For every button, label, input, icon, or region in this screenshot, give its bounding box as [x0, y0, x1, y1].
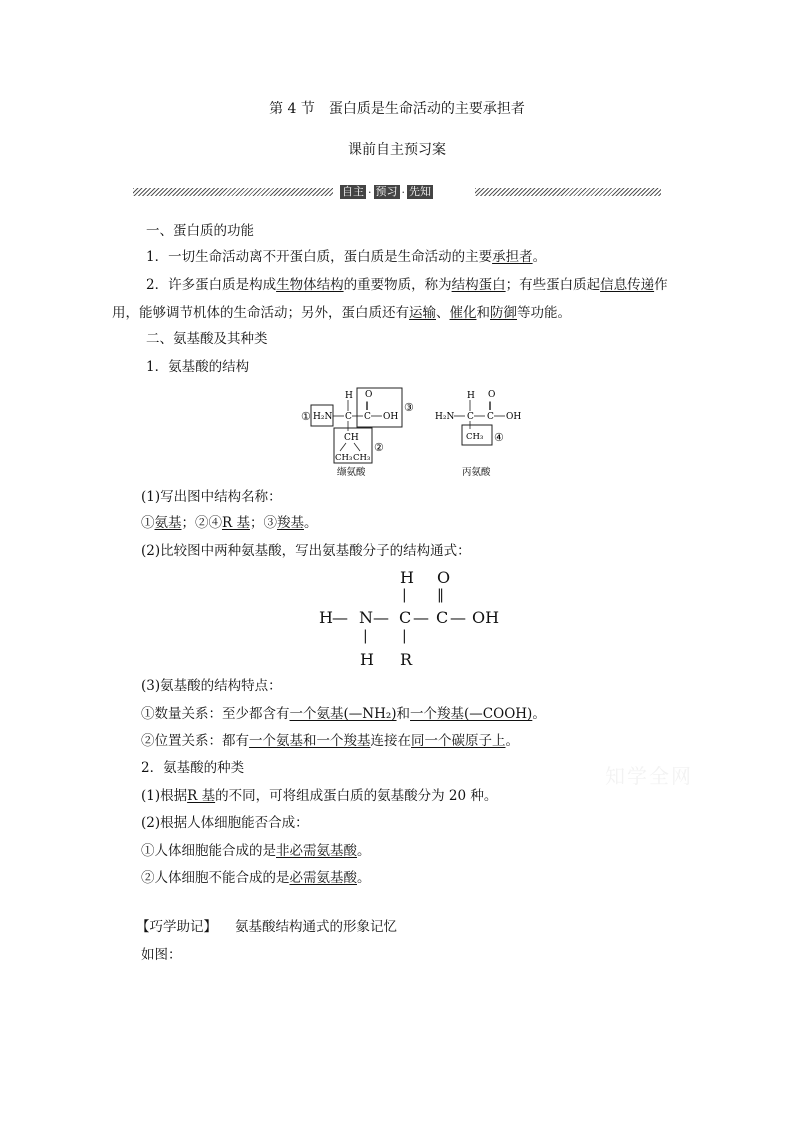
- paragraph-1: 1．一切生命活动离不开蛋白质，蛋白质是生命活动的主要承担者。: [146, 249, 547, 265]
- formula-c2: C: [436, 608, 449, 627]
- tip-label: 【巧学助记】: [136, 919, 217, 935]
- answer-blank: 氨基: [154, 515, 182, 531]
- kinds-2: (2)根据人体细胞能否合成：: [141, 815, 309, 831]
- label-marker-2: ②: [374, 441, 384, 454]
- answer-blank: 承担者: [492, 249, 533, 265]
- paragraph-2-line-1: 2．许多蛋白质是构成生物体结构的重要物质，称为结构蛋白；有些蛋白质起信息传递作: [146, 277, 668, 293]
- question-1: (1)写出图中结构名称：: [141, 489, 282, 505]
- sub-heading-types: 2．氨基酸的种类: [141, 760, 245, 776]
- question-3-position: ②位置关系：都有一个氨基和一个羧基连接在同一个碳原子上。: [141, 733, 519, 749]
- atom-h: H: [467, 391, 475, 401]
- answer-blank: 生物体结构: [276, 277, 344, 293]
- answer-blank: 结构蛋白: [451, 277, 506, 293]
- tip-figure-line: 如图：: [141, 947, 182, 963]
- label-marker-4: ④: [494, 431, 504, 444]
- question-2: (2)比较图中两种氨基酸，写出氨基酸分子的结构通式：: [141, 543, 471, 559]
- bond-double: ‖: [365, 401, 369, 410]
- kinds-1: (1)根据R 基的不同，可将组成蛋白质的氨基酸分为 20 种。: [141, 788, 498, 804]
- atom-ch3: CH₃: [466, 432, 484, 442]
- section-heading-amino-acids: 二、氨基酸及其种类: [146, 331, 268, 347]
- question-1-answer: ①氨基；②④R 基；③羧基。: [141, 515, 318, 531]
- atom-ch3: CH₃: [335, 453, 353, 463]
- answer-blank: 必需氨基酸: [289, 870, 357, 886]
- formula-c1: C: [399, 608, 412, 627]
- formula-n: N: [359, 608, 373, 627]
- answer-blank: 一个羧基(—COOH): [410, 706, 533, 722]
- atom-h: H: [345, 391, 353, 401]
- formula-o-top: O: [437, 568, 451, 587]
- answer-blank: 非必需氨基酸: [276, 843, 357, 859]
- formula-h-top: H: [400, 568, 414, 587]
- formula-r: R: [400, 650, 413, 669]
- kinds-2-1: ①人体细胞能合成的是非必需氨基酸。: [141, 843, 371, 859]
- general-formula: H O | ‖ H — N — C — C — OH | | H R: [319, 568, 500, 669]
- answer-blank: 羧基: [276, 515, 304, 531]
- formula-oh: OH: [472, 608, 500, 627]
- atom-c: C: [364, 412, 371, 422]
- atom-oh: OH: [506, 412, 522, 422]
- label-marker-3: ③: [404, 401, 414, 414]
- section-banner: [133, 184, 661, 200]
- banner-hatch-left: [133, 188, 333, 196]
- page-subtitle: 课前自主预习案: [348, 142, 446, 158]
- banner-word: 预习: [375, 185, 398, 198]
- atom-c: C: [467, 412, 474, 422]
- atom-h2n: H₂N: [435, 412, 455, 422]
- answer-blank: 信息传递: [600, 277, 655, 293]
- answer-blank: 催化: [449, 305, 477, 321]
- bond-double: ‖: [488, 401, 492, 410]
- atom-h2n: H₂N: [313, 412, 333, 422]
- label-marker-1: ①: [301, 410, 311, 423]
- atom-oh: OH: [383, 412, 399, 422]
- answer-blank: 防御: [490, 305, 517, 321]
- banner-words: 自主 · 预习 · 先知: [342, 185, 431, 199]
- page-title: 第 4 节 蛋白质是生命活动的主要承担者: [269, 101, 525, 117]
- atom-o: O: [365, 390, 373, 400]
- question-3: (3)氨基酸的结构特点：: [141, 678, 282, 694]
- memory-tip: 【巧学助记】 氨基酸结构通式的形象记忆: [136, 919, 397, 935]
- formula-h-bottom: H: [360, 650, 374, 669]
- answer-blank: R 基: [187, 788, 216, 804]
- watermark: 知学全网: [605, 764, 693, 788]
- paragraph-2-line-2: 用，能够调节机体的生命活动；另外，蛋白质还有运输、催化和防御等功能。: [112, 305, 571, 321]
- amino-acid-figure: [290, 383, 530, 483]
- answer-blank: 一个氨基和一个羧基: [249, 733, 371, 749]
- sub-heading-structure: 1．氨基酸的结构: [146, 359, 250, 375]
- valine-name: 缬氨酸: [337, 467, 366, 478]
- alanine-name: 丙氨酸: [462, 467, 491, 478]
- kinds-2-2: ②人体细胞不能合成的是必需氨基酸。: [141, 870, 371, 886]
- banner-hatch-right: [475, 188, 661, 196]
- banner-word: 自主: [342, 185, 364, 198]
- banner-word: 先知: [409, 185, 431, 198]
- answer-blank: 一个氨基(—NH₂): [289, 706, 397, 722]
- atom-o: O: [488, 390, 496, 400]
- question-3-quantity: ①数量关系：至少都含有一个氨基(—NH₂)和一个羧基(—COOH)。: [141, 706, 546, 722]
- answer-blank: 同一个碳原子上: [411, 733, 506, 749]
- atom-ch3: CH₃: [353, 453, 371, 463]
- atom-ch: CH: [344, 433, 359, 443]
- atom-c: C: [487, 412, 494, 422]
- answer-blank: R 基: [222, 515, 250, 531]
- formula-h-left: H: [319, 608, 333, 627]
- atom-c: C: [345, 412, 352, 422]
- answer-blank: 运输: [409, 305, 436, 321]
- section-heading-function: 一、蛋白质的功能: [146, 223, 254, 239]
